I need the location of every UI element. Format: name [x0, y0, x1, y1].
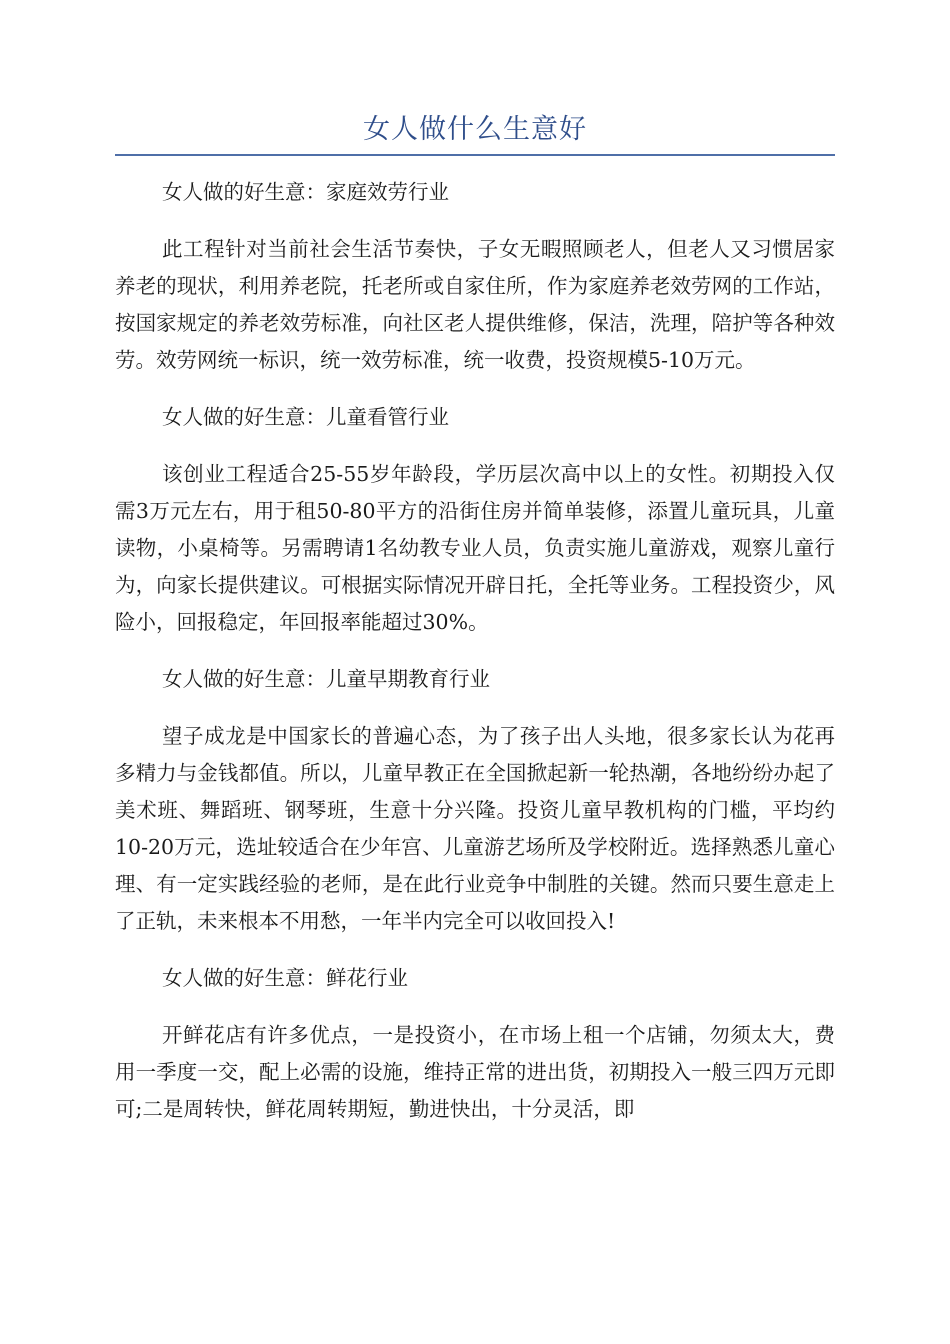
section-heading-child-care: 女人做的好生意：儿童看管行业	[162, 405, 449, 429]
document-body	[115, 174, 835, 1148]
section-body-child-care: 该创业工程适合25-55岁年龄段，学历层次高中以上的女性。初期投入仅需3万元左右，用于租50-80平方的沿街住房并简单装修，添置儿童玩具，儿童读物，小桌椅等。另需聘请1名幼教专业人员，负责实施儿童游戏，观察儿童行为，向家长提供建议。可根据实际情况开辟日托，全托等业务。工程投资少，风险小，回报稳定，年回报率能超过30%。	[115, 462, 835, 634]
section-heading-home-service: 女人做的好生意：家庭效劳行业	[162, 180, 449, 204]
section-body-early-education: 望子成龙是中国家长的普遍心态，为了孩子出人头地，很多家长认为花再多精力与金钱都值。所以，儿童早教正在全国掀起新一轮热潮，各地纷纷办起了美术班、舞蹈班、钢琴班，生意十分兴隆。投资儿童早教机构的门槛，平均约10-20万元，选址较适合在少年宫、儿童游艺场所及学校附近。选择熟悉儿童心理、有一定实践经验的老师，是在此行业竞争中制胜的关键。然而只要生意走上了正轨，未来根本不用愁，一年半内完全可以收回投入!	[115, 724, 835, 933]
title-underline	[115, 154, 835, 156]
section-heading-flowers: 女人做的好生意：鲜花行业	[162, 966, 408, 990]
document-title: 女人做什么生意好	[363, 114, 587, 145]
section-body-home-service: 此工程针对当前社会生活节奏快，子女无暇照顾老人，但老人又习惯居家养老的现状，利用养老院，托老所或自家住所，作为家庭养老效劳网的工作站，按国家规定的养老效劳标准，向社区老人提供维修，保洁，洗理，陪护等各种效劳。效劳网统一标识，统一效劳标准，统一收费，投资规模5-10万元。	[115, 237, 835, 372]
section-body-flowers: 开鲜花店有许多优点，一是投资小，在市场上租一个店铺，勿须太大，费用一季度一交，配上必需的设施，维持正常的进出货，初期投入一般三四万元即可;二是周转快，鲜花周转期短，勤进快出，十分灵活，即	[115, 1023, 835, 1121]
section-heading-early-education: 女人做的好生意：儿童早期教育行业	[162, 667, 490, 691]
